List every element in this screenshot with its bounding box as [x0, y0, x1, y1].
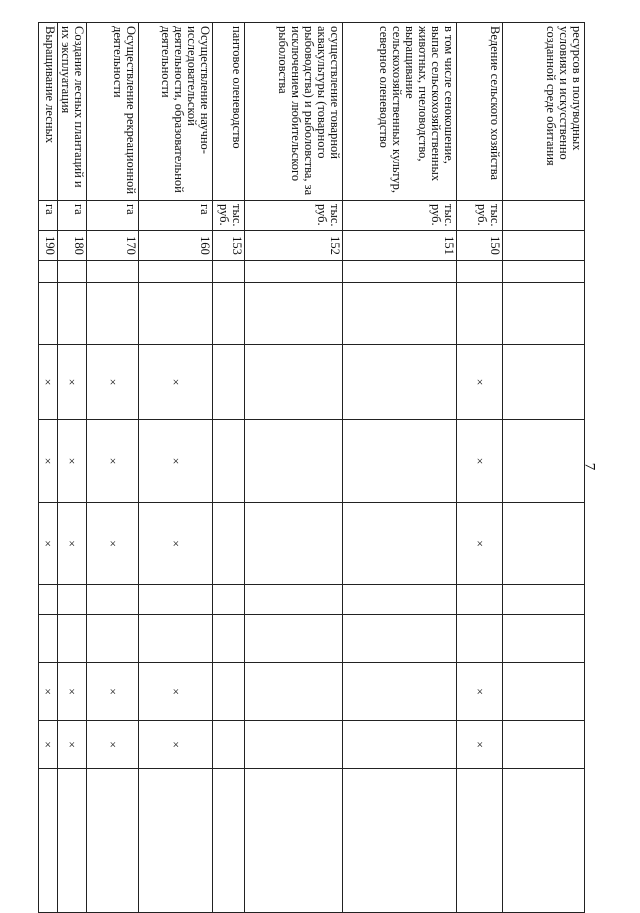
mark-cell	[213, 721, 245, 769]
mark-cell	[503, 585, 585, 615]
mark-cell	[213, 585, 245, 615]
mark-cell	[343, 261, 457, 283]
row-name: осуществление товарной аквакультуры (товарного рыбоводства) и рыболовства, за исключением любительского рыболовства	[245, 23, 343, 201]
mark-cell	[245, 663, 343, 721]
table-row	[87, 23, 139, 913]
mark-cell	[213, 283, 245, 345]
mark-cell	[343, 721, 457, 769]
row-name: Осуществление рекреационной деятельности	[87, 23, 139, 201]
mark-cell	[87, 769, 139, 913]
row-unit: га	[58, 201, 87, 231]
mark-cell: ×	[139, 420, 213, 503]
mark-cell: ×	[139, 721, 213, 769]
mark-cell: ×	[87, 345, 139, 420]
mark-cell	[343, 585, 457, 615]
mark-cell	[213, 615, 245, 663]
row-name: ресурсов в полуводных условиях и искусственно созданной среде обитания	[503, 23, 585, 201]
row-unit: тыс. руб.	[343, 201, 457, 231]
mark-cell: ×	[39, 420, 58, 503]
mark-cell	[245, 345, 343, 420]
mark-cell	[139, 261, 213, 283]
mark-cell	[503, 345, 585, 420]
mark-cell	[503, 663, 585, 721]
table-row	[139, 23, 213, 913]
mark-cell: ×	[457, 721, 503, 769]
mark-cell	[503, 503, 585, 585]
mark-cell: ×	[39, 345, 58, 420]
row-code	[503, 231, 585, 261]
table-row	[213, 23, 245, 913]
mark-cell	[343, 615, 457, 663]
mark-cell: ×	[87, 721, 139, 769]
mark-cell	[139, 769, 213, 913]
mark-cell: ×	[39, 663, 58, 721]
mark-cell: ×	[58, 420, 87, 503]
mark-cell	[213, 261, 245, 283]
mark-cell	[213, 345, 245, 420]
mark-cell	[245, 585, 343, 615]
mark-cell	[39, 769, 58, 913]
row-unit: га	[139, 201, 213, 231]
row-unit: га	[39, 201, 58, 231]
mark-cell	[503, 420, 585, 503]
mark-cell: ×	[58, 663, 87, 721]
row-unit: га	[87, 201, 139, 231]
table-row	[39, 23, 58, 913]
mark-cell: ×	[457, 503, 503, 585]
mark-cell	[139, 585, 213, 615]
mark-cell	[457, 615, 503, 663]
mark-cell	[213, 769, 245, 913]
rotated-table-area	[40, 22, 585, 882]
mark-cell	[87, 283, 139, 345]
mark-cell	[87, 615, 139, 663]
mark-cell	[245, 615, 343, 663]
row-unit: тыс. руб.	[457, 201, 503, 231]
mark-cell	[87, 261, 139, 283]
mark-cell	[58, 615, 87, 663]
mark-cell	[343, 345, 457, 420]
table-row	[457, 23, 503, 913]
row-name: Выращивание лесных	[39, 23, 58, 201]
mark-cell	[245, 261, 343, 283]
table-row	[503, 23, 585, 913]
row-code: 150	[457, 231, 503, 261]
row-code: 160	[139, 231, 213, 261]
mark-cell	[245, 503, 343, 585]
mark-cell: ×	[58, 345, 87, 420]
mark-cell	[58, 769, 87, 913]
page-number: 7	[581, 462, 598, 471]
mark-cell: ×	[457, 345, 503, 420]
row-name: Ведение сельского хозяйства	[457, 23, 503, 201]
mark-cell	[343, 663, 457, 721]
table-row	[245, 23, 343, 913]
row-code: 153	[213, 231, 245, 261]
mark-cell	[503, 721, 585, 769]
mark-cell: ×	[39, 503, 58, 585]
row-code: 152	[245, 231, 343, 261]
mark-cell	[58, 585, 87, 615]
mark-cell	[503, 769, 585, 913]
mark-cell	[503, 261, 585, 283]
mark-cell	[213, 663, 245, 721]
mark-cell	[139, 615, 213, 663]
mark-cell: ×	[457, 420, 503, 503]
row-unit	[503, 201, 585, 231]
mark-cell	[58, 283, 87, 345]
mark-cell	[503, 283, 585, 345]
mark-cell	[343, 420, 457, 503]
mark-cell	[343, 503, 457, 585]
mark-cell	[457, 283, 503, 345]
mark-cell	[245, 769, 343, 913]
mark-cell	[503, 615, 585, 663]
mark-cell: ×	[58, 721, 87, 769]
row-code: 170	[87, 231, 139, 261]
mark-cell	[457, 585, 503, 615]
mark-cell: ×	[139, 503, 213, 585]
mark-cell	[343, 769, 457, 913]
row-code: 190	[39, 231, 58, 261]
mark-cell	[213, 503, 245, 585]
row-code: 151	[343, 231, 457, 261]
mark-cell	[58, 261, 87, 283]
mark-cell	[457, 261, 503, 283]
row-code: 180	[58, 231, 87, 261]
mark-cell	[87, 585, 139, 615]
mark-cell: ×	[87, 420, 139, 503]
mark-cell	[39, 585, 58, 615]
mark-cell	[457, 769, 503, 913]
mark-cell: ×	[87, 503, 139, 585]
row-name: пантовое оленеводство	[213, 23, 245, 201]
mark-cell	[213, 420, 245, 503]
mark-cell: ×	[139, 345, 213, 420]
mark-cell	[39, 615, 58, 663]
mark-cell: ×	[58, 503, 87, 585]
mark-cell	[245, 420, 343, 503]
mark-cell: ×	[457, 663, 503, 721]
mark-cell: ×	[139, 663, 213, 721]
row-name: Осуществление научно-исследовательской деятельности, образовательной деятельности	[139, 23, 213, 201]
row-unit: тыс. руб.	[213, 201, 245, 231]
row-unit: тыс. руб.	[245, 201, 343, 231]
mark-cell	[245, 283, 343, 345]
table-row	[343, 23, 457, 913]
mark-cell: ×	[39, 721, 58, 769]
row-name: Создание лесных плантаций и их эксплуатация	[58, 23, 87, 201]
mark-cell	[343, 283, 457, 345]
forestry-table	[38, 22, 585, 913]
table-row	[58, 23, 87, 913]
mark-cell	[39, 261, 58, 283]
mark-cell	[39, 283, 58, 345]
row-name: в том числе сенокошение, выпас сельскохозяйственных животных, пчеловодство, выращивание сельскохозяйственных культур, северное оленеводство	[343, 23, 457, 201]
mark-cell	[139, 283, 213, 345]
mark-cell	[245, 721, 343, 769]
mark-cell: ×	[87, 663, 139, 721]
